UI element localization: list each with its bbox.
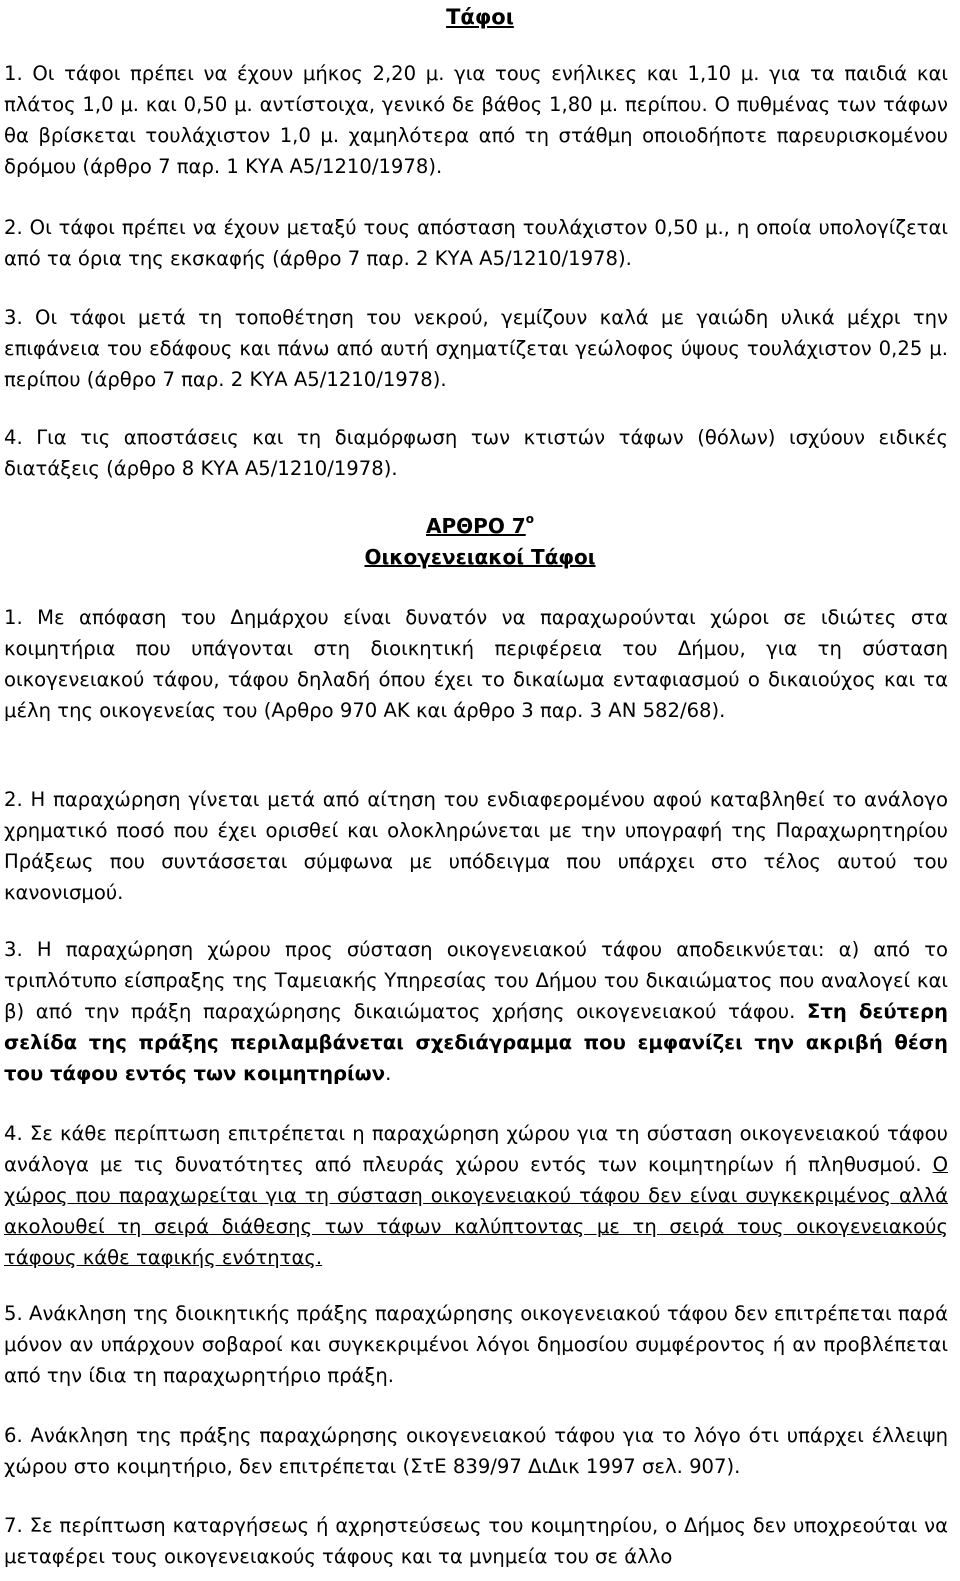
section-title: Τάφοι: [446, 5, 514, 29]
article-paragraph-4-text: 4. Σε κάθε περίπτωση επιτρέπεται η παραχώρηση χώρου για τη σύσταση οικογενειακού τάφου ανάλογα με τις δυνατότητες από πλευράς χώρου εντός των κοιμητηρίων ή πληθυσμού.: [4, 1122, 948, 1176]
article-paragraph-4: [4, 1118, 948, 1273]
paragraph-4: 4. Για τις αποστάσεις και τη διαμόρφωση των κτιστών τάφων (θόλων) ισχύουν ειδικές διατάξεις (άρθρο 8 ΚΥΑ Α5/1210/1978).: [4, 426, 948, 480]
article-ordinal: ο: [525, 512, 534, 526]
article-number: ΑΡΘΡΟ 7: [426, 514, 526, 538]
article-subtitle: Οικογενειακοί Τάφοι: [364, 545, 596, 569]
article-paragraph-7: 7. Σε περίπτωση καταργήσεως ή αχρηστεύσεως του κοιμητηρίου, ο Δήμος δεν υποχρεούται να μεταφέρει τους οικογενειακούς τάφους και τα μνημεία του σε άλλο: [4, 1514, 948, 1568]
article-paragraph-1: 1. Με απόφαση του Δημάρχου είναι δυνατόν να παραχωρούνται χώροι σε ιδιώτες στα κοιμητήρια που υπάγονται στη διοικητική περιφέρεια του Δήμου, για τη σύσταση οικογενειακού τάφου, τάφου δηλαδή όπου έχει το δικαίωμα ενταφιασμού ο δικαιούχος και τα μέλη της οικογενείας του (Αρθρο 970 ΑΚ και άρθρο 3 παρ. 3 ΑΝ 582/68).: [4, 606, 948, 722]
article-paragraph-6: 6. Ανάκληση της πράξης παραχώρησης οικογενειακού τάφου για το λόγο ότι υπάρχει έλλειψη χώρου στο κοιμητήριο, δεν επιτρέπεται (ΣτΕ 839/97 ΔιΔικ 1997 σελ. 907).: [4, 1424, 948, 1478]
article-paragraph-5: 5. Ανάκληση της διοικητικής πράξης παραχώρησης οικογενειακού τάφου δεν επιτρέπεται παρά μόνον αν υπάρχουν σοβαροί και συγκεκριμένοι λόγοι δημοσίου συμφέροντος ή αν προβλέπεται από την ίδια τη παραχωρητήριο πράξη.: [4, 1302, 948, 1387]
article-heading: [0, 511, 960, 541]
article-paragraph-3-text: 3. Η παραχώρηση χώρου προς σύσταση οικογενειακού τάφου αποδεικνύεται: α) από το τριπλότυπο είσπραξης της Ταμειακής Υπηρεσίας του Δήμου του δικαιώματος που αναλογεί και β) από την πράξη παραχώρησης δικαιώματος χρήσης οικογενειακού τάφου.: [4, 938, 948, 1023]
article-paragraph-3-end: .: [385, 1062, 392, 1085]
paragraph-2: 2. Οι τάφοι πρέπει να έχουν μεταξύ τους απόσταση τουλάχιστον 0,50 μ., η οποία υπολογίζεται από τα όρια της εκσκαφής (άρθρο 7 παρ. 2 ΚΥΑ Α5/1210/1978).: [4, 216, 948, 270]
article-paragraph-2: 2. Η παραχώρηση γίνεται μετά από αίτηση του ενδιαφερομένου αφού καταβληθεί το ανάλογο χρηματικό ποσό που έχει ορισθεί και ολοκληρώνεται με την υπογραφή της Παραχωρητηρίου Πράξεως που συντάσσεται σύμφωνα με υπόδειγμα που υπάρχει στο τέλος αυτού του κανονισμού.: [4, 788, 948, 904]
article-paragraph-3: [4, 934, 948, 1089]
article-paragraph-4-underlined: Ο χώρος που παραχωρείται για τη σύσταση οικογενειακού τάφου δεν είναι συγκεκριμένος αλλά ακολουθεί τη σειρά διάθεσης των τάφων καλύπτοντας με τη σειρά τους οικογενειακούς τάφους κάθε ταφικής ενότητας.: [4, 1153, 948, 1269]
article-paragraph-3-emphasis: Στη δεύτερη σελίδα της πράξης περιλαμβάνεται σχεδιάγραμμα που εμφανίζει την ακριβή θέση του τάφου εντός των κοιμητηρίων: [4, 1000, 948, 1085]
paragraph-3: 3. Οι τάφοι μετά τη τοποθέτηση του νεκρού, γεμίζουν καλά με γαιώδη υλικά μέχρι την επιφάνεια του εδάφους και πάνω από αυτή σχηματίζεται γεώλοφος ύψους τουλάχιστον 0,25 μ. περίπου (άρθρο 7 παρ. 2 ΚΥΑ Α5/1210/1978).: [4, 306, 948, 391]
paragraph-1: 1. Οι τάφοι πρέπει να έχουν μήκος 2,20 μ. για τους ενήλικες και 1,10 μ. για τα παιδιά και πλάτος 1,0 μ. και 0,50 μ. αντίστοιχα, γενικό δε βάθος 1,80 μ. περίπου. Ο πυθμένας των τάφων θα βρίσκεται τουλάχιστον 1,0 μ. χαμηλότερα από τη στάθμη οποιοδήποτε παρευρισκομένου δρόμου (άρθρο 7 παρ. 1 ΚΥΑ Α5/1210/1978).: [4, 62, 948, 178]
